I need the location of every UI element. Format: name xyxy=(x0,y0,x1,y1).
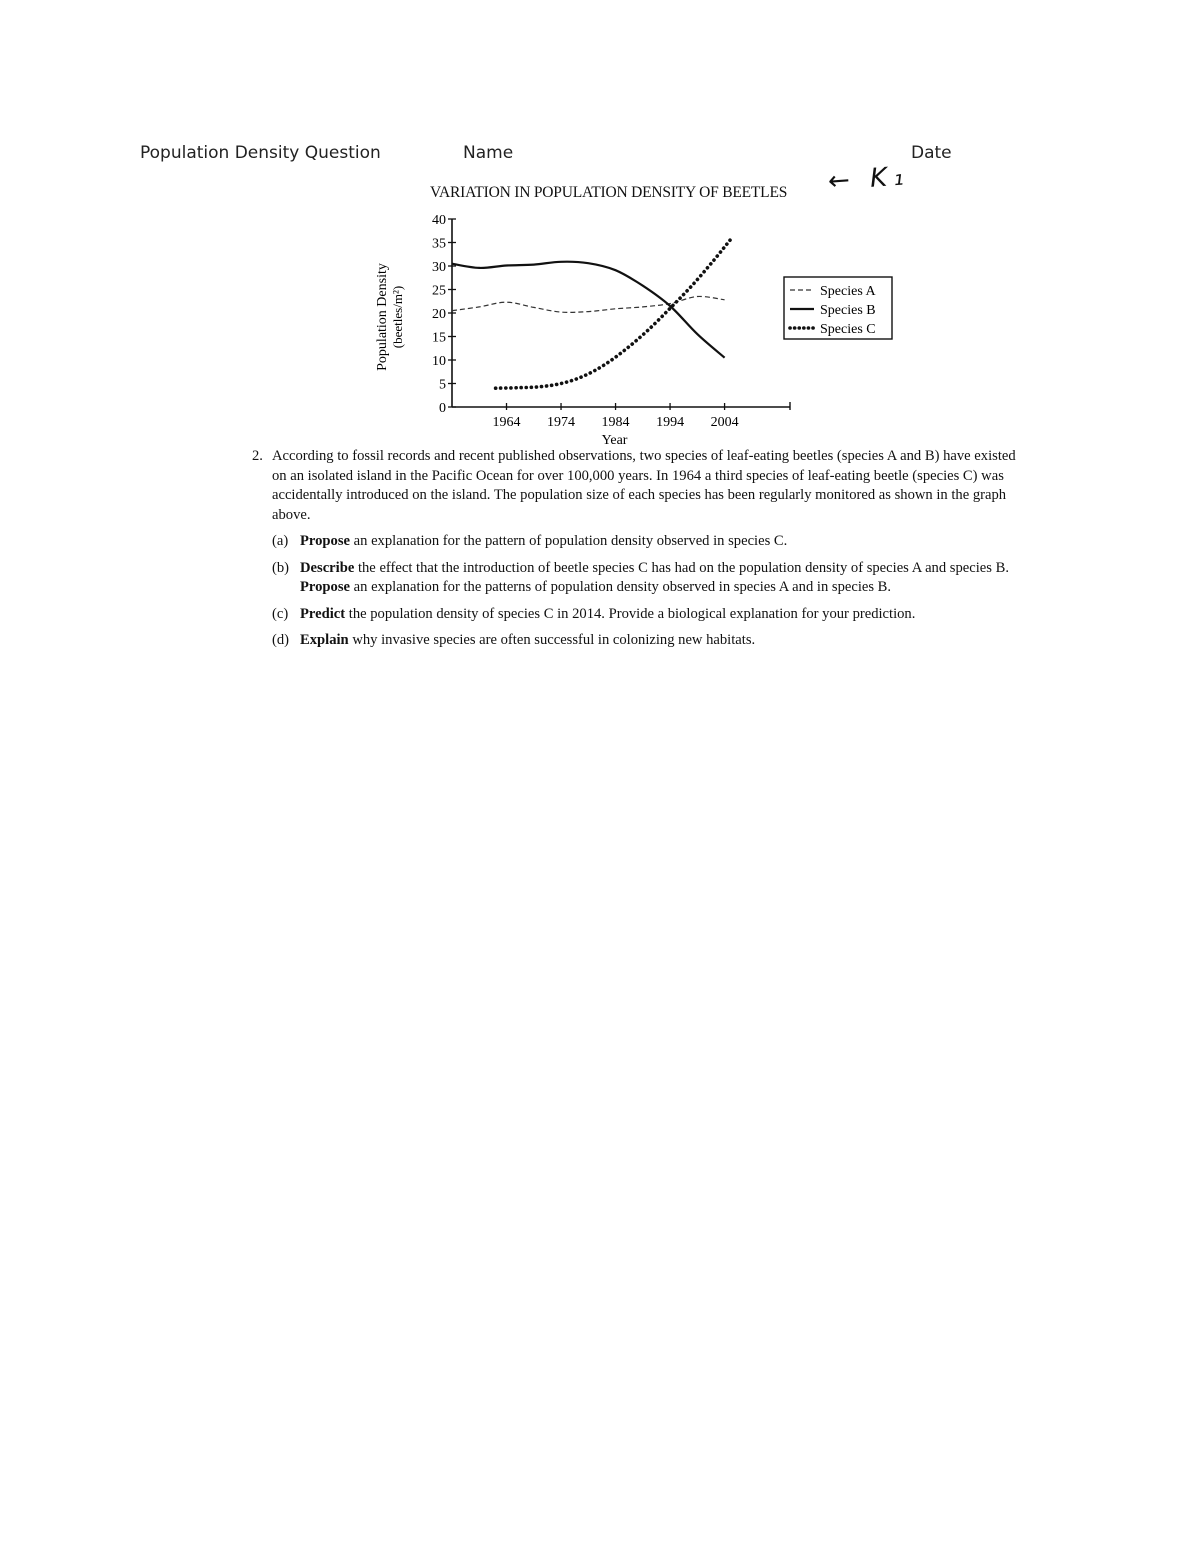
part-verb: Describe xyxy=(300,559,355,576)
legend-label: Species B xyxy=(820,303,876,318)
series-line-b xyxy=(452,262,725,358)
part-letter: (c) xyxy=(272,605,289,622)
part-verb: Predict xyxy=(300,605,346,622)
part-letter: (d) xyxy=(272,632,290,648)
x-tick-label: 2004 xyxy=(710,415,739,430)
question-part-a xyxy=(252,532,1022,552)
part-text xyxy=(300,631,1022,651)
handwritten-annotation: ← K₁ xyxy=(827,161,911,197)
x-tick-label: 1974 xyxy=(547,415,576,430)
series-line-c xyxy=(496,240,730,388)
part-body: the population density of species C in 2014. Provide a biological explanation for your prediction. xyxy=(345,605,916,622)
population-density-chart xyxy=(360,200,900,450)
question-part-b xyxy=(252,559,1022,598)
y-tick-label: 10 xyxy=(432,354,446,369)
x-tick-label: 1994 xyxy=(656,415,685,430)
part-text xyxy=(300,559,1022,598)
part-body: why invasive species are often successful in colonizing new habitats. xyxy=(348,632,756,648)
y-axis-label: Population Density xyxy=(375,263,390,371)
y-axis-units: (beetles/m²) xyxy=(390,285,405,349)
x-tick-label: 1984 xyxy=(601,415,630,430)
x-tick-label: 1964 xyxy=(492,415,521,430)
part-verb: Propose xyxy=(300,533,350,549)
question-part-d xyxy=(252,631,1022,651)
part-body-2: an explanation for the patterns of population density observed in species A and in species B. xyxy=(350,579,892,595)
y-tick-label: 35 xyxy=(432,236,446,252)
name-label: Name xyxy=(463,143,514,163)
y-tick-label: 5 xyxy=(439,377,446,393)
part-verb-2: Propose xyxy=(300,579,350,595)
part-text xyxy=(300,532,1022,552)
question-block xyxy=(252,447,1022,651)
y-tick-label: 20 xyxy=(432,307,446,322)
part-letter: (a) xyxy=(272,533,289,549)
chart-axes xyxy=(375,213,790,448)
y-tick-label: 40 xyxy=(432,213,446,228)
chart-series xyxy=(452,240,730,388)
legend-label: Species C xyxy=(820,322,876,337)
part-body: the effect that the introduction of beetle species C has had on the population density of species A and species B. xyxy=(354,559,1009,576)
part-letter: (b) xyxy=(272,559,290,576)
chart-legend xyxy=(784,277,892,339)
date-label: Date xyxy=(911,143,952,163)
y-tick-label: 25 xyxy=(432,283,446,299)
question-intro xyxy=(252,447,1022,525)
part-text xyxy=(300,605,1022,625)
part-verb: Explain xyxy=(300,632,349,648)
chart-title: VARIATION IN POPULATION DENSITY OF BEETLES xyxy=(430,184,788,201)
series-line-a xyxy=(452,296,725,312)
y-tick-label: 0 xyxy=(439,401,446,416)
y-tick-label: 15 xyxy=(432,330,446,346)
question-number: 2. xyxy=(252,448,263,464)
document-title: Population Density Question xyxy=(140,143,381,163)
legend-label: Species A xyxy=(820,284,876,299)
question-text: According to fossil records and recent published observations, two species of leaf-eating beetles (species A and B) have existed on an isolated island in the Pacific Ocean for over 100,000 years. In 1964 a third species of leaf-eating beetle (species C) was accidentally introduced on the island. The population size of each species has been regularly monitored as shown in the graph above. xyxy=(272,448,1016,523)
question-part-c xyxy=(252,605,1022,625)
part-body: an explanation for the pattern of population density observed in species C. xyxy=(350,533,788,549)
y-tick-label: 30 xyxy=(432,260,446,275)
x-axis-label: Year xyxy=(601,433,628,448)
